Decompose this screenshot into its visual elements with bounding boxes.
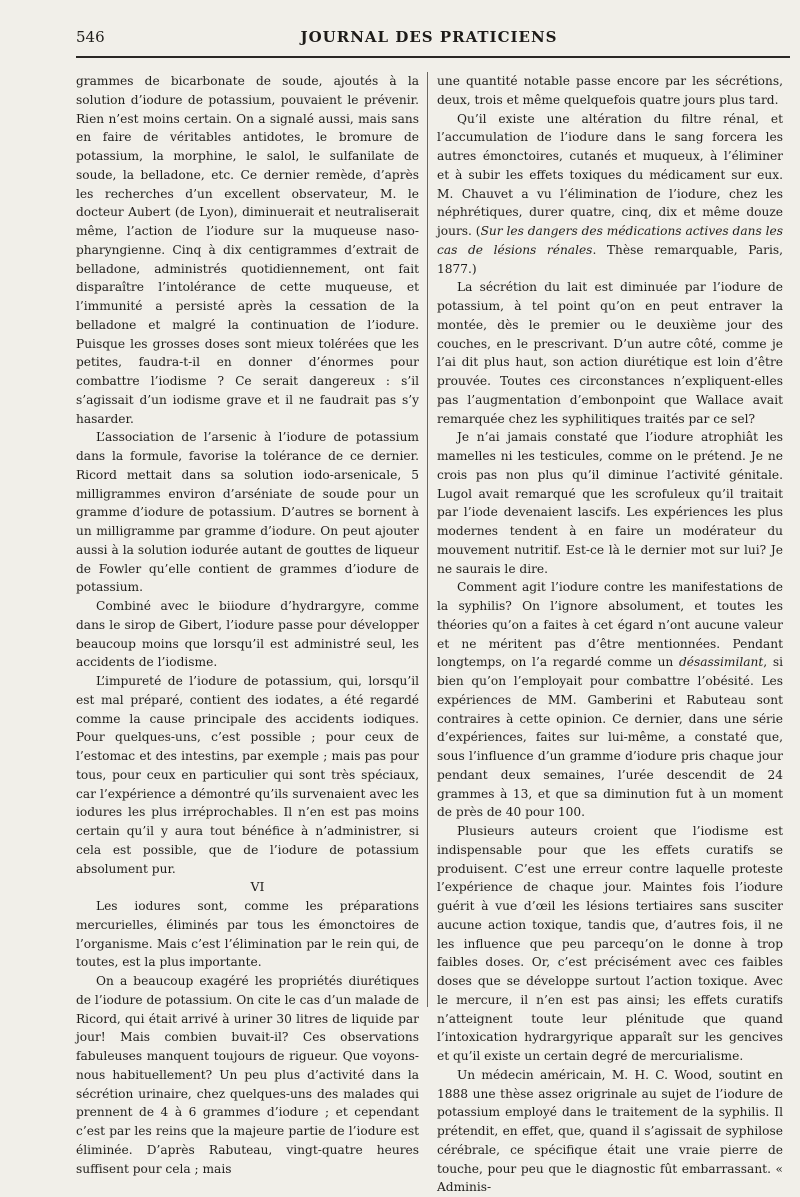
paragraph: Je n’ai jamais constaté que l’iodure atrophiât les mamelles ni les testicules, comme on le prétend. Je ne crois pas non plus qu’il diminue l’activité génitale. Lugol avait remarqué que les scrofuleux qu’il traitait par l’iode devenaient lascifs. Les expériences les plus modernes tendent à en faire un modérateur du mouvement nutritif. Est-ce là le dernier mot sur lui? Je ne saurais le dire.	[437, 430, 783, 576]
paragraph: On a beaucoup exagéré les propriétés diurétiques de l’iodure de potassium. On cite le cas d’un malade de Ricord, qui était arrivé à uriner 30 litres de liquide par jour! Mais combien buvait-il? Ces observations fabuleuses manquent toujours de rigueur. Que voyons-nous habituellement? Un peu plus d’activité dans la sécrétion urinaire, chez quelques-uns des malades qui prennent de 4 à 6 grammes d’iodure ; et cependant c’est par les reins que la majeure partie de l’iodure est éliminée. D’après Rabuteau, vingt-quatre heures suffisent pour cela ; mais	[76, 974, 419, 1176]
thesis-title: Sur les dangers des médications actives dans les cas de lésions rénales	[437, 224, 783, 257]
left-column	[76, 72, 419, 1178]
right-column	[437, 72, 783, 1197]
text-run: Comment agit l’iodure contre les manifestations de la syphilis? On l’ignore absolument, et toutes les théories qu’on a faites à cet égard n’ont aucune valeur et ne méritent pas d’être mentionnées. Pendant longtemps, on l’a regardé comme un	[437, 580, 783, 670]
paragraph: une quantité notable passe encore par les sécrétions, deux, trois et même quelquefois quatre jours plus tard.	[437, 74, 783, 107]
paragraph: La sécrétion du lait est diminuée par l’iodure de potassium, à tel point qu’on en peut entraver la montée, dès le premier ou le deuxième jour des couches, en le prescrivant. D’un autre côté, comme je l’ai dit plus haut, son action diurétique est loin d’être prouvée. Toutes ces circonstances n’expliquent-elles pas l’augmentation d’embonpoint que Wallace avait remarquée chez les syphilitiques traités par ce sel?	[437, 280, 783, 426]
paragraph: Combiné avec le biiodure d’hydrargyre, comme dans le sirop de Gibert, l’iodure passe pour développer beaucoup moins que lorsqu’il est administré seul, les accidents de l’iodisme.	[76, 599, 419, 670]
text-run: , si bien qu’on l’employait pour combattre l’obésité. Les expériences de MM. Gamberini et Rabuteau sont contraires à cette opinion. Ce dernier, dans une série d’expériences, faites sur lui-même, a constaté que, sous l’influence d’un gramme d’iodure pris chaque jour pendant deux semaines, l’urée descendit de 24 grammes à 13, et que sa diminution fut à un moment de près de 40 pour 100.	[437, 655, 783, 820]
journal-title: JOURNAL DES PRATICIENS	[300, 28, 558, 46]
text-run: Qu’il existe une altération du filtre rénal, et l’accumulation de l’iodure dans le sang forcera les autres émonctoires, cutanés et muqueux, à l’éliminer et à subir les effets toxiques du médicament sur eux. M. Chauvet a vu l’élimination de l’iodure, chez les néphrétiques, durer quatre, cinq, dix et même douze jours. (	[437, 111, 783, 238]
paragraph: L’impureté de l’iodure de potassium, qui, lorsqu’il est mal préparé, contient des iodates, a été regardé comme la cause principale des accidents iodiques. Pour quelques-uns, c’est possible ; pour ceux de l’estomac et des intestins, par exemple ; mais pas pour tous, pour ceux en particulier qui sont très spéciaux, car l’expérience a démontré qu’ils survenaient avec les iodures les plus irréprochables. Il n’en est pas moins certain qu’il y aura tout bénéfice à n’administrer, si cela est possible, que de l’iodure de potassium absolument pur.	[76, 674, 419, 876]
text-run: . Thèse remarquable, Paris, 1877.)	[437, 242, 783, 276]
paragraph: grammes de bicarbonate de soude, ajoutés à la solution d’iodure de potassium, pouvaient le prévenir. Rien n’est moins certain. On a signalé aussi, mais sans en faire de véritables antidotes, le bromure de potassium, la morphine, le salol, le sulfanilate de soude, la belladone, etc. Ce dernier remède, d’après les recherches d’un excellent observateur, M. le docteur Aubert (de Lyon), diminuerait et neutraliserait même, l’action de l’iodure sur la muqueuse naso-pharyngienne. Cinq à dix centigrammes d’extrait de belladone, administrés quotidiennement, ont fait disparaître l’intolérance de cette muqueuse, et l’immunité a persisté après la cessation de la belladone et malgré la continuation de l’iodure. Puisque les grosses doses sont mieux tolérées que les petites, faudra-t-il en donner d’énormes pour combattre l’iodisme ? Ce serait dangereux : s’il s’agissait d’un iodisme grave et il ne faudrait pas s’y hasarder.	[76, 74, 419, 426]
paragraph: Plusieurs auteurs croient que l’iodisme est indispensable pour que les effets curatifs se produisent. C’est une erreur contre laquelle proteste l’expérience de chaque jour. Maintes fois l’iodure guérit à vue d’œil les lésions tertiaires sans susciter aucune action toxique, tandis que, d’autres fois, il ne les influence que peu parcequ’on le donne à trop faibles doses. Or, c’est précisément avec ces faibles doses que se développe surtout l’action toxique. Avec le mercure, il n’en est pas ainsi; les effets curatifs n’atteignent toute leur plénitude que quand l’intoxication hydrargyrique apparaît sur les gencives et qu’il existe un certain degré de mercurialisme.	[437, 824, 783, 1063]
section-number: VI	[250, 879, 265, 895]
paragraph: Un médecin américain, M. H. C. Wood, soutint en 1888 une thèse assez origrinale au sujet de l’iodure de potassium employé dans le traitement de la syphilis. Il prétendit, en effet, que, quand il s’agissait de syphilose cérébrale, ce spécifique était une vraie pierre de touche, pour peu que le diagnostic fût embarrassant. « Adminis-	[437, 1067, 783, 1195]
paragraph: L’association de l’arsenic à l’iodure de potassium dans la formule, favorise la tolérance de ce dernier. Ricord mettait dans sa solution iodo-arsenicale, 5 milligrammes environ d’arséniate de soude pour un gramme d’iodure de potassium. D’autres se bornent à un milligramme par gramme d’iodure. On peut ajouter aussi à la solution iodurée autant de gouttes de liqueur de Fowler qu’elle contient de grammes d’iodure de potassium.	[76, 430, 419, 595]
header-rule	[76, 56, 790, 58]
column-divider	[427, 72, 428, 1007]
paragraph	[437, 110, 783, 279]
italic-term: désassimilant	[678, 655, 764, 670]
paragraph	[437, 578, 783, 822]
paragraph: Les iodures sont, comme les préparations mercurielles, éliminés par tous les émonctoires de l’organisme. Mais c’est l’élimination par le rein qui, de toutes, est la plus importante.	[76, 899, 419, 970]
page-header	[76, 28, 782, 50]
page-number: 546	[76, 28, 105, 46]
